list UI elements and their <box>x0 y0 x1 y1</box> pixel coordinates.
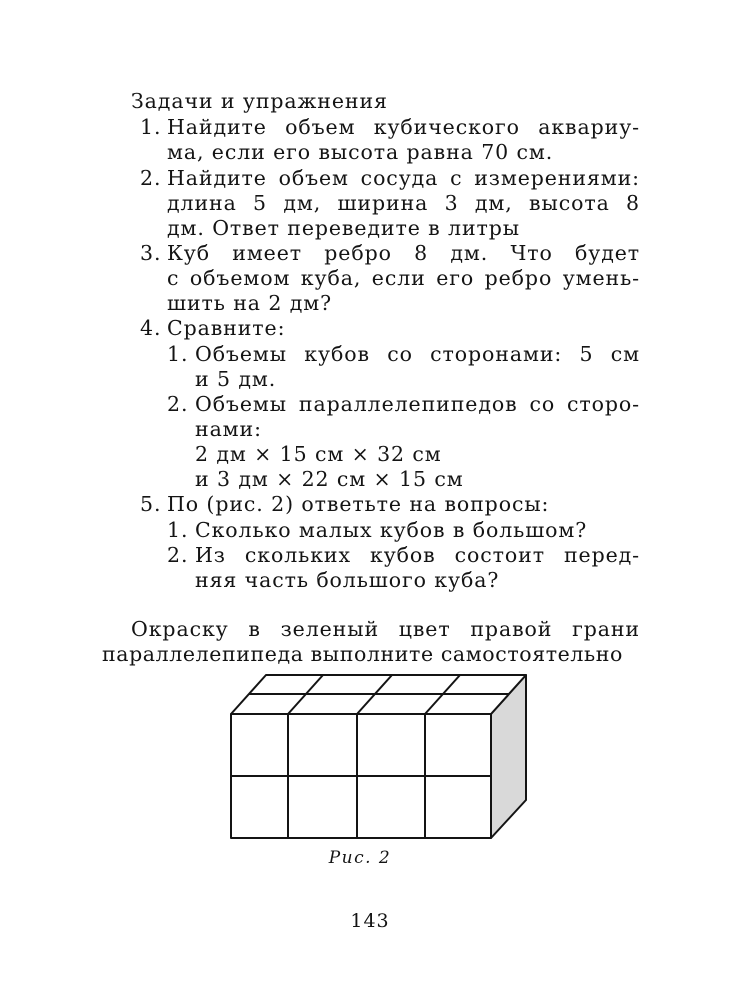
task-line: с объемом куба, если его ребро умень- <box>167 266 640 290</box>
page-number: 143 <box>350 910 390 932</box>
task-number: 3. <box>140 241 162 265</box>
task-line: ма, если его высота равна 70 см. <box>167 140 554 164</box>
subtask-line: Объемы параллелепипедов со сторо- <box>195 392 640 416</box>
task-line: Найдите объем сосуда с измерениями: <box>167 166 640 190</box>
figure-caption: Рис. 2 <box>328 848 392 868</box>
subtask-line: няя часть большого куба? <box>195 568 500 592</box>
subtask-number: 2. <box>167 392 189 416</box>
task-number: 5. <box>140 492 162 516</box>
subtask-line: Сколько малых кубов в большом? <box>195 518 588 542</box>
note-line: параллелепипеда выполните самостоятельно <box>102 642 623 666</box>
task-line: длина 5 дм, ширина 3 дм, высота 8 <box>167 191 640 215</box>
subtask-line: Из скольких кубов состоит перед- <box>195 543 640 567</box>
note-line: Окраску в зеленый цвет правой грани <box>131 617 640 641</box>
subtask-line: и 3 дм × 22 см × 15 см <box>195 467 464 491</box>
subtask-line: и 5 дм. <box>195 367 277 391</box>
section-title: Задачи и упражнения <box>131 89 388 113</box>
subtask-number: 1. <box>167 342 189 366</box>
task-line: По (рис. 2) ответьте на вопросы: <box>167 492 550 516</box>
subtask-number: 1. <box>167 518 189 542</box>
subtask-line: нами: <box>195 417 262 441</box>
task-line: Найдите объем кубического аквариу- <box>167 115 640 139</box>
task-number: 2. <box>140 166 162 190</box>
subtask-number: 2. <box>167 543 189 567</box>
task-line: дм. Ответ переведите в литры <box>167 216 520 240</box>
task-number: 4. <box>140 316 162 340</box>
subtask-line: 2 дм × 15 см × 32 см <box>195 442 442 466</box>
task-line: Сравните: <box>167 316 286 340</box>
subtask-line: Объемы кубов со сторонами: 5 см <box>195 342 640 366</box>
task-number: 1. <box>140 115 162 139</box>
task-line: шить на 2 дм? <box>167 291 332 315</box>
task-line: Куб имеет ребро 8 дм. Что будет <box>167 241 640 265</box>
